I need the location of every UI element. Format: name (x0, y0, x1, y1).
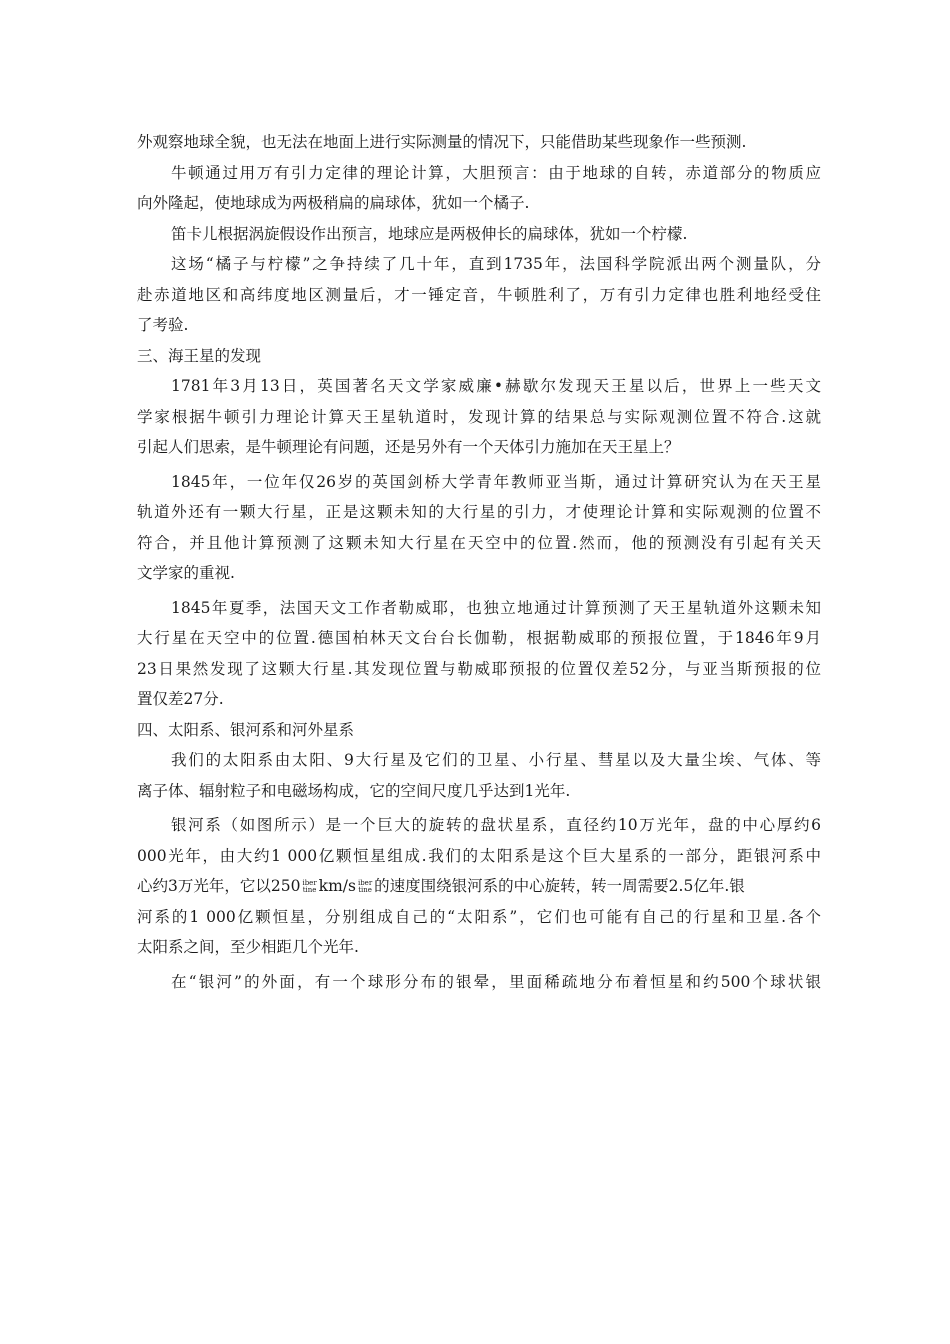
text-line: 笛卡儿根据涡旋假设作出预言，地球应是两极伸长的扁球体，犹如一个柠檬. (171, 224, 688, 243)
section-heading-galaxies: 四、太阳系、银河系和河外星系 (137, 720, 355, 739)
text-line: 000光年，由大约1 000亿颗恒星组成.我们的太阳系是这个巨大星系的一部分，距银河系中 (137, 846, 821, 865)
text-line: 置仅差27分. (137, 690, 224, 708)
text-line: 1845年，一位年仅26岁的英国剑桥大学青年教师亚当斯，通过计算研究认为在天王星 (171, 472, 821, 491)
text-segment: 的速度围绕银河系的中心旋转，转一周需要2.5亿年.银 (374, 877, 745, 895)
section-heading-neptune: 三、海王星的发现 (137, 346, 262, 365)
text-line: 赴赤道地区和高纬度地区测量后，才一锤定音，牛顿胜利了，万有引力定律也胜利地经受住 (137, 285, 821, 304)
text-line: 太阳系之间，至少相距几个光年. (137, 938, 359, 956)
text-line-with-unit (137, 871, 821, 902)
text-line: 向外隆起，使地球成为两极稍扁的扁球体，犹如一个橘子. (137, 194, 530, 212)
text-line: 符合，并且他计算预测了这颗未知大行星在天空中的位置.然而，他的预测没有引起有关天 (137, 533, 821, 552)
text-line: 轨道外还有一颗大行星，正是这颗未知的大行星的引力，才使理论计算和实际观测的位置不 (137, 503, 821, 521)
text-line: 银河系（如图所示）是一个巨大的旋转的盘状星系，直径约10万光年，盘的中心厚约6 (171, 816, 821, 834)
text-line: 大行星在天空中的位置.德国柏林天文台台长伽勒，根据勒威耶的预报位置，于1846年9月 (137, 629, 821, 647)
text-line: 这场“橘子与柠檬”之争持续了几十年，直到1735年，法国科学院派出两个测量队，分 (171, 255, 821, 273)
formula-artifact: iber tine (357, 879, 373, 894)
formula-artifact: iber tine (302, 879, 317, 894)
text-line: 文学家的重视. (137, 564, 235, 582)
text-line: 离子体、辐射粒子和电磁场构成，它的空间尺度几乎达到1光年. (137, 781, 571, 800)
text-line: 外观察地球全貌，也无法在地面上进行实际测量的情况下，只能借助某些现象作一些预测. (137, 133, 747, 151)
text-line: 我们的太阳系由太阳、9大行星及它们的卫星、小行星、彗星以及大量尘埃、气体、等 (171, 751, 821, 769)
speed-unit: km/s (318, 877, 356, 895)
text-line: 了考验. (137, 316, 189, 334)
text-line: 1845年夏季，法国天文工作者勒威耶，也独立地通过计算预测了天王星轨道外这颗未知 (171, 598, 821, 617)
text-line: 学家根据牛顿引力理论计算天王星轨道时，发现计算的结果总与实际观测位置不符合.这就 (137, 407, 821, 426)
text-segment: 心约3万光年，它以250 (137, 877, 301, 895)
text-line: 河系的1 000亿颗恒星，分别组成自己的“太阳系”，它们也可能有自己的行星和卫星.各个 (137, 907, 821, 926)
document-body (137, 127, 821, 997)
text-line: 引起人们思索，是牛顿理论有问题，还是另外有一个天体引力施加在天王星上？ (137, 438, 680, 456)
text-line: 23日果然发现了这颗大行星.其发现位置与勒威耶预报的位置仅差52分，与亚当斯预报的位 (137, 659, 821, 678)
text-line: 牛顿通过用万有引力定律的理论计算，大胆预言：由于地球的自转，赤道部分的物质应 (171, 163, 821, 182)
text-line: 1781年3月13日，英国著名天文学家威廉•赫歇尔发现天王星以后，世界上一些天文 (171, 377, 821, 395)
text-line: 在“银河”的外面，有一个球形分布的银晕，里面稀疏地分布着恒星和约500个球状银 (171, 972, 821, 991)
